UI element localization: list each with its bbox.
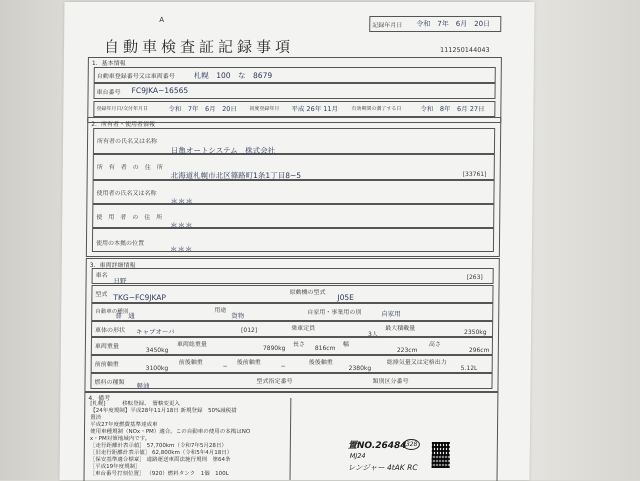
first-year-value: 平成 26年 11月 <box>291 105 339 113</box>
notes-text <box>90 401 251 478</box>
type-design-label: 型式指定番号 <box>256 378 293 385</box>
width-label: 幅 <box>342 341 349 348</box>
front-rear-label: 前後軸重 <box>178 359 203 366</box>
document-title: 自動車検査証記録事項 <box>103 38 295 56</box>
user-addr-value: ＊＊＊ <box>170 221 193 230</box>
capacity-value: 3人 <box>367 331 378 338</box>
maker-label: 車名 <box>95 272 108 279</box>
document-number: 111250144043 <box>439 46 490 54</box>
model-label: 型式 <box>95 291 108 298</box>
category-label: 類別区分番号 <box>372 378 409 385</box>
handwritten-circle: 328 <box>403 439 421 450</box>
private-label: 自家用・事業用の別 <box>307 309 362 316</box>
private-value: 自家用 <box>381 310 401 318</box>
notes-line: 置済 <box>90 415 102 421</box>
rear-front-value: − <box>280 363 286 370</box>
first-reg-label: 登録年月日/交付年月日 <box>96 106 149 112</box>
displacement-value: 5.12L <box>460 365 478 372</box>
basic-section-title: 1．基本情報 <box>91 60 126 67</box>
mark-a: A <box>159 16 165 24</box>
body-code: [012] <box>241 327 258 334</box>
weight-value: 3450kg <box>145 347 169 354</box>
model-value: TKG−FC9JKAP <box>113 293 167 302</box>
fuel-value: 軽油 <box>136 382 150 390</box>
kind-value: 普 通 <box>115 312 135 320</box>
record-date-label: 記録年月日 <box>372 22 403 29</box>
use-label: 用途 <box>214 307 227 314</box>
notes-section-title: 4．備考 <box>88 395 111 402</box>
gross-label: 車両総重量 <box>176 341 207 348</box>
height-label: 高さ <box>428 341 441 348</box>
owner-addr-code: [33761] <box>462 171 487 178</box>
owner-section-title: 2．所有者・使用者情報 <box>91 121 156 128</box>
front-axle-label: 前前軸重 <box>94 361 119 368</box>
base-label: 使用の本拠の位置 <box>95 240 145 247</box>
expiry-label: 有効期間の満了する日 <box>351 106 402 112</box>
handwritten-vehicle: レンジャー 4tAK RC <box>347 463 418 472</box>
front-axle-value: 3100kg <box>145 365 169 372</box>
base-row <box>92 228 494 252</box>
max-load-label: 最大積載量 <box>385 325 416 332</box>
height-value: 296cm <box>468 347 490 354</box>
notes-line: ［走行距離計表示値］ 57,700km（令和7年5月28日） <box>89 443 227 449</box>
handwritten-model: MJ24 <box>349 452 366 460</box>
kind-label: 自動車の種別 <box>95 309 129 315</box>
notes-line: ［車台番号打刻位置］ （920）燃料タンク 1個 100L <box>89 471 229 477</box>
use-value: 貨物 <box>231 312 245 320</box>
notes-line: ［平成19年度規制］ <box>89 464 141 470</box>
base-value: ＊＊＊ <box>169 245 193 254</box>
notes-line: [札幌] 移転登録、 管轄変更入 <box>90 401 180 407</box>
rear-rear-label: 後後軸重 <box>308 359 333 366</box>
weight-label: 車両重量 <box>94 343 119 350</box>
notes-line: ［旧走行距離計表示値］ 62,800km（令和5年4月18日） <box>89 450 233 456</box>
notes-line: x・PM対策地域内です。 <box>89 436 151 442</box>
notes-line: ［保安基準適合標章］ 道路運送車両法施行規則 第64条 <box>89 457 231 463</box>
vehicle-section-title: 3．車両詳細情報 <box>89 262 136 269</box>
capacity-label: 乗車定員 <box>291 325 316 332</box>
maker-value: 日野 <box>113 277 127 285</box>
maker-code: [263] <box>466 274 483 281</box>
rear-rear-value: 2380kg <box>348 365 372 372</box>
length-value: 816cm <box>314 345 336 352</box>
rear-front-label-text: 後前軸重 <box>236 359 261 366</box>
chassis-label: 車台番号 <box>96 89 121 96</box>
user-name-value: ＊＊＊ <box>170 197 193 206</box>
kind-row <box>91 303 493 321</box>
chassis-value: FC9JKA−16565 <box>131 86 189 95</box>
gross-value: 7890kg <box>262 345 286 352</box>
reg-value: 札幌 100 な 8679 <box>193 71 273 80</box>
body-value: キャブオーバ <box>136 328 175 336</box>
reg-label: 自動車登録番号又は車両番号 <box>96 73 175 80</box>
owner-addr-label: 所 有 者 の 住 所 <box>96 164 163 171</box>
body-label: 車体の形状 <box>95 327 126 334</box>
background-right <box>530 0 640 480</box>
notes-line: 平成27年度燃費基準達成車 <box>90 422 158 428</box>
owner-addr-value: 北海道札幌市北区篠路町1条1丁目8−5 <box>170 171 302 180</box>
owner-name-label: 所有者の氏名又は名称 <box>97 138 158 145</box>
width-value: 223cm <box>396 347 418 354</box>
user-name-label: 使用者の氏名又は名称 <box>96 190 157 197</box>
displacement-label: 総排気量又は定格出力 <box>386 359 447 366</box>
user-addr-label: 使 用 者 の 住 所 <box>96 214 163 221</box>
front-rear-value: − <box>222 363 228 370</box>
handwritten-number: 置NO.26484 <box>347 441 407 451</box>
fuel-label: 燃料の種類 <box>94 379 125 386</box>
certificate-document <box>59 2 534 480</box>
notes-line: 使用車種規制（NOx・PM）適合。この自動車の使用の本拠はNO <box>89 429 251 435</box>
first-year-label: 初度登録年月 <box>249 106 280 112</box>
notes-line: 【24年度規制】平成28年11月18日 新規登録 50%減税措 <box>90 408 237 414</box>
expiry-value: 令和 8年 6月 27日 <box>420 105 485 113</box>
first-reg-value: 令和 7年 6月 20日 <box>168 105 237 113</box>
engine-label: 原動機の型式 <box>289 289 326 296</box>
maker-row <box>92 268 494 284</box>
length-label: 長さ <box>292 341 305 348</box>
record-date-value: 令和 7年 6月 20日 <box>416 20 491 28</box>
max-load-value: 2350kg <box>464 329 487 336</box>
engine-value: J05E <box>337 293 354 302</box>
qr-code-icon <box>432 442 450 468</box>
owner-name-value: 日亀オートシステム 株式会社 <box>170 146 276 155</box>
